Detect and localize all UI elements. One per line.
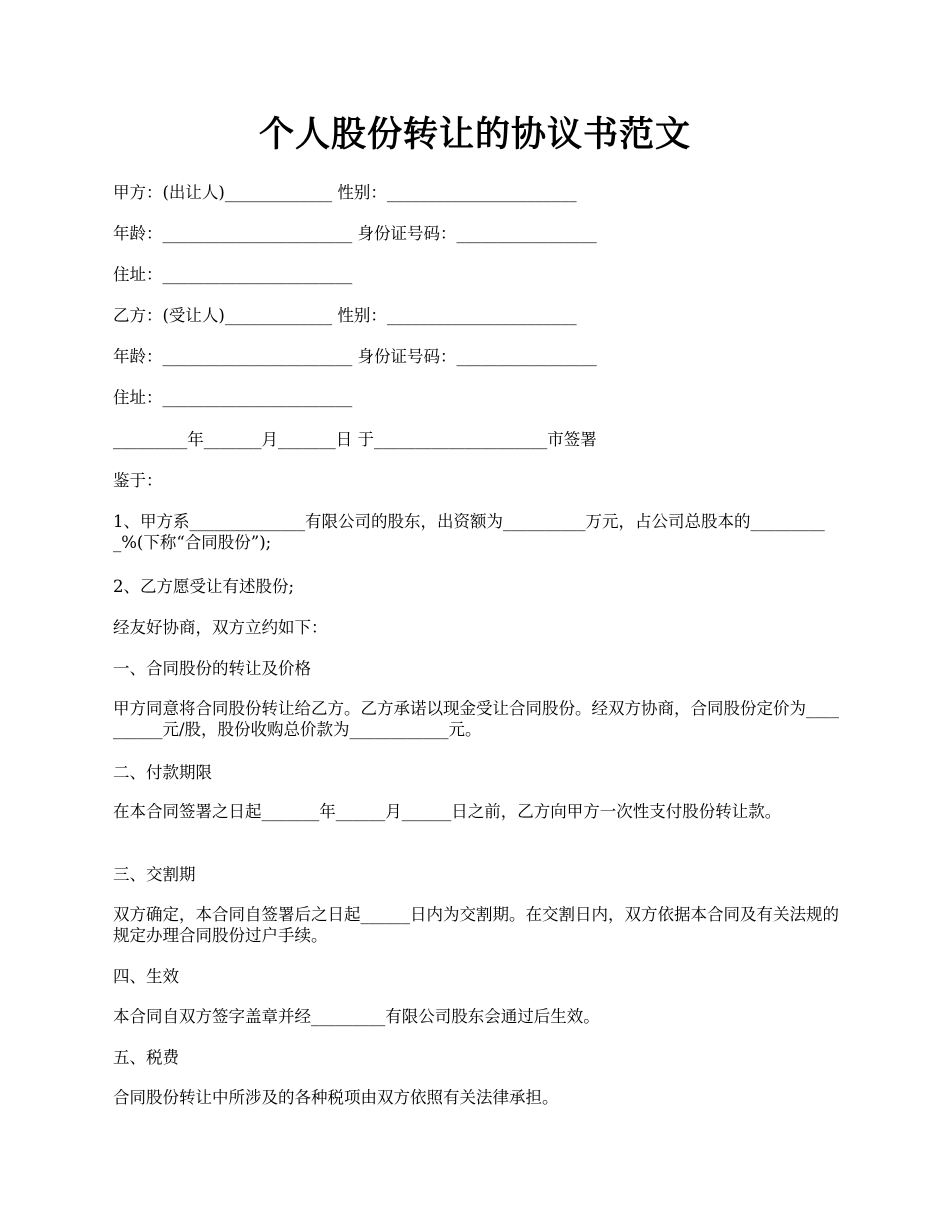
party-a-address-line: 住址：_______________________ (113, 265, 353, 284)
section-2-paragraph: 在本合同签署之日起_______年______月______日之前，乙方向甲方一次性支付股份转让款。 (113, 802, 782, 821)
party-b-buyer-line: 乙方：(受让人)_____________ 性别：_______________________ (113, 306, 577, 325)
document-title: 个人股份转让的协议书范文 (258, 114, 691, 155)
section-5-heading: 五、税费 (113, 1048, 179, 1067)
party-b-age-id-line: 年龄：_______________________ 身份证号码：_________________ (113, 347, 597, 366)
recital-2-paragraph: 2、乙方愿受让有述股份; (113, 577, 295, 596)
party-b-address-line: 住址：_______________________ (113, 388, 353, 407)
section-3-paragraph: 双方确定，本合同自签署后之日起______日内为交割期。在交割日内，双方依据本合同及有关法规的规定办理合同股份过户手续。 (113, 905, 839, 945)
section-4-paragraph: 本合同自双方签字盖章并经_________有限公司股东会通过后生效。 (113, 1007, 600, 1026)
section-2-heading: 二、付款期限 (113, 763, 212, 782)
section-5-paragraph: 合同股份转让中所涉及的各种税项由双方依照有关法律承担。 (113, 1088, 559, 1107)
party-a-seller-line: 甲方：(出让人)_____________ 性别：_______________________ (113, 183, 577, 202)
recital-1-paragraph: 1、甲方系______________有限公司的股东，出资额为__________万元，占公司总股本的__________%(下称“合同股份”); (113, 512, 825, 552)
section-1-heading: 一、合同股份的转让及价格 (113, 659, 311, 678)
agreement-intro-line: 经友好协商，双方立约如下： (113, 618, 328, 637)
section-1-paragraph: 甲方同意将合同股份转让给乙方。乙方承诺以现金受让合同股份。经双方协商，合同股份定价为__________元/股，股份收购总价款为____________元。 (113, 699, 839, 739)
party-a-age-id-line: 年龄：_______________________ 身份证号码：_________________ (113, 224, 597, 243)
whereas-heading: 鉴于： (113, 471, 163, 490)
section-3-heading: 三、交割期 (113, 865, 196, 884)
signing-date-place-line: _________年_______月_______日 于_____________________市签署 (113, 430, 597, 449)
section-4-heading: 四、生效 (113, 967, 179, 986)
